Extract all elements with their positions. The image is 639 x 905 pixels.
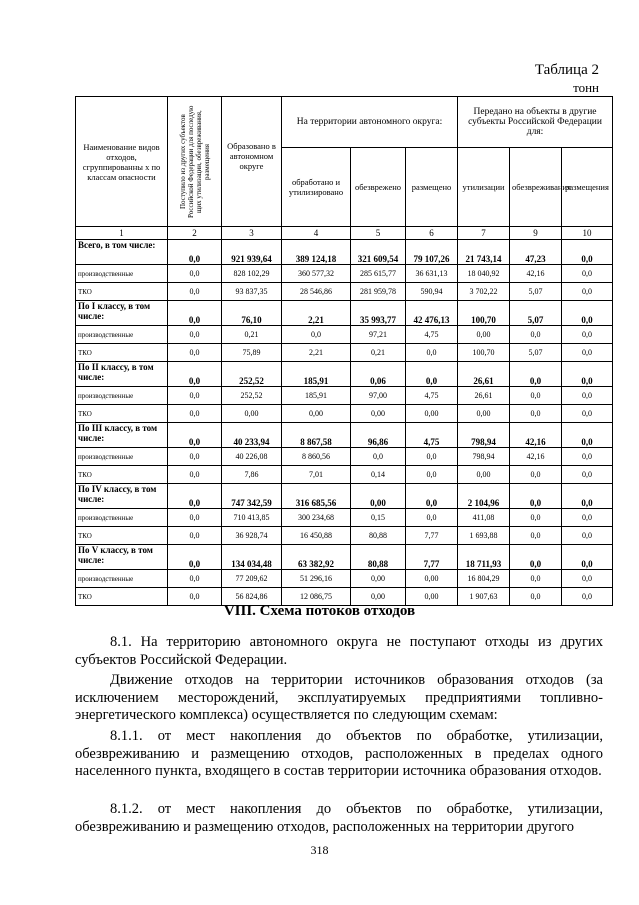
row-label: ТКО — [76, 588, 168, 606]
table-cell: 0,0 — [562, 588, 613, 606]
table-cell: 0,0 — [168, 466, 222, 484]
table-caption — [535, 62, 599, 96]
table-cell: 4,75 — [406, 326, 458, 344]
table-cell: 0,0 — [510, 509, 562, 527]
table-cell: 710 413,85 — [222, 509, 282, 527]
table-cell: 0,0 — [562, 344, 613, 362]
table-cell: 134 034,48 — [222, 545, 282, 570]
table-cell: 16 804,29 — [458, 570, 510, 588]
table-cell: 285 615,77 — [351, 265, 406, 283]
row-label: производственные — [76, 387, 168, 405]
paragraph-8-1-1: 8.1.1. от мест накопления до объектов по обработке, утилизации, обезвреживанию и размещению отходов, расположенных в пределах одного населенного пункта, входящего в состав территории источника образования отходов. — [75, 728, 603, 779]
table-cell: 79 107,26 — [406, 240, 458, 265]
table-cell: 0,0 — [168, 509, 222, 527]
table-cell: 0,0 — [562, 240, 613, 265]
row-label: По II классу, в том числе: — [76, 362, 168, 387]
table-row — [76, 405, 613, 423]
table-cell: 40 233,94 — [222, 423, 282, 448]
header-received — [168, 97, 222, 227]
table-cell: 97,00 — [351, 387, 406, 405]
table-cell: 56 824,86 — [222, 588, 282, 606]
table-row — [76, 466, 613, 484]
table-cell: 0,0 — [168, 423, 222, 448]
table-cell: 0,0 — [168, 545, 222, 570]
table-cell: 0,0 — [168, 448, 222, 466]
table-cell: 281 959,78 — [351, 283, 406, 301]
row-label: По V классу, в том числе: — [76, 545, 168, 570]
column-number: 7 — [458, 227, 510, 240]
column-number: 1 — [76, 227, 168, 240]
table-row — [76, 527, 613, 545]
class-total-row — [76, 301, 613, 326]
header-territory: На территории автономного округа: — [282, 97, 458, 148]
table-cell: 0,0 — [562, 405, 613, 423]
table-cell: 42,16 — [510, 423, 562, 448]
row-label: ТКО — [76, 344, 168, 362]
column-number: 6 — [406, 227, 458, 240]
column-number: 2 — [168, 227, 222, 240]
table-cell: 16 450,88 — [282, 527, 351, 545]
table-cell: 12 086,75 — [282, 588, 351, 606]
row-label: производственные — [76, 448, 168, 466]
header-received-text: Поступило из других субъектов Российской Федерации для последую щих утилизации, обезвреживания, размещения — [178, 105, 211, 218]
table-cell: 2 104,96 — [458, 484, 510, 509]
table-cell: 0,0 — [351, 448, 406, 466]
table-cell: 0,0 — [562, 570, 613, 588]
table-cell: 828 102,29 — [222, 265, 282, 283]
table-cell: 40 226,08 — [222, 448, 282, 466]
table-row — [76, 265, 613, 283]
table-cell: 42,16 — [510, 448, 562, 466]
header-place2: размещения — [562, 148, 613, 227]
section-heading: VIII. Схема потоков отходов — [223, 603, 416, 619]
table-cell: 8 867,58 — [282, 423, 351, 448]
table-cell: 0,0 — [562, 545, 613, 570]
table-cell: 0,0 — [510, 570, 562, 588]
paragraph-movement: Движение отходов на территории источников образования отходов (за исключением месторождений, эксплуатируемых предприятиями топливно-энергетического комплекса) осуществляется по следующим схемам: — [75, 672, 603, 723]
table-cell: 0,0 — [168, 326, 222, 344]
table-cell: 36 631,13 — [406, 265, 458, 283]
table-cell: 0,0 — [562, 484, 613, 509]
table-cell: 0,06 — [351, 362, 406, 387]
table-cell: 0,0 — [282, 326, 351, 344]
table-cell: 0,0 — [406, 509, 458, 527]
table-cell: 252,52 — [222, 362, 282, 387]
table-cell: 0,0 — [168, 344, 222, 362]
table-cell: 0,0 — [168, 265, 222, 283]
table-cell: 77 209,62 — [222, 570, 282, 588]
table-cell: 921 939,64 — [222, 240, 282, 265]
table-cell: 0,00 — [222, 405, 282, 423]
table-cell: 5,07 — [510, 344, 562, 362]
row-label: По III классу, в том числе: — [76, 423, 168, 448]
table-cell: 0,0 — [510, 387, 562, 405]
table-cell: 42,16 — [510, 265, 562, 283]
row-label: производственные — [76, 509, 168, 527]
table-cell: 4,75 — [406, 387, 458, 405]
table-cell: 0,0 — [510, 326, 562, 344]
table-row — [76, 283, 613, 301]
table-row — [76, 387, 613, 405]
header-neutr2: обезвреживания — [510, 148, 562, 227]
table-cell: 97,21 — [351, 326, 406, 344]
table-cell: 42 476,13 — [406, 301, 458, 326]
row-label: производственные — [76, 326, 168, 344]
column-number: 3 — [222, 227, 282, 240]
table-cell: 0,00 — [351, 484, 406, 509]
table-cell: 0,0 — [562, 423, 613, 448]
table-cell: 0,0 — [510, 588, 562, 606]
table-cell: 1 693,88 — [458, 527, 510, 545]
table-cell: 0,0 — [562, 326, 613, 344]
header-transferred: Передано на объекты в другие субъекты Российской Федерации для: — [458, 97, 613, 148]
column-number: 4 — [282, 227, 351, 240]
table-cell: 0,00 — [406, 570, 458, 588]
table-cell: 80,88 — [351, 545, 406, 570]
table-cell: 0,0 — [168, 362, 222, 387]
table-cell: 4,75 — [406, 423, 458, 448]
table-cell: 0,0 — [510, 527, 562, 545]
table-cell: 8 860,56 — [282, 448, 351, 466]
table-cell: 590,94 — [406, 283, 458, 301]
waste-flow-table — [75, 96, 613, 606]
table-cell: 0,00 — [458, 326, 510, 344]
table-cell: 0,00 — [351, 588, 406, 606]
table-cell: 316 685,56 — [282, 484, 351, 509]
table-cell: 0,00 — [351, 570, 406, 588]
table-cell: 47,23 — [510, 240, 562, 265]
table-cell: 63 382,92 — [282, 545, 351, 570]
column-number: 10 — [562, 227, 613, 240]
row-label: Всего, в том числе: — [76, 240, 168, 265]
column-numbers-row — [76, 227, 613, 240]
table-cell: 0,00 — [351, 405, 406, 423]
table-cell: 75,89 — [222, 344, 282, 362]
table-cell: 7,86 — [222, 466, 282, 484]
table-cell: 36 928,74 — [222, 527, 282, 545]
table-cell: 300 234,68 — [282, 509, 351, 527]
page-number: 318 — [310, 843, 329, 857]
table-cell: 2,21 — [282, 301, 351, 326]
table-cell: 26,61 — [458, 387, 510, 405]
table-cell: 76,10 — [222, 301, 282, 326]
table-cell: 0,15 — [351, 509, 406, 527]
table-cell: 798,94 — [458, 423, 510, 448]
table-cell: 0,0 — [562, 509, 613, 527]
table-cell: 185,91 — [282, 387, 351, 405]
table-cell: 0,00 — [406, 588, 458, 606]
table-cell: 360 577,32 — [282, 265, 351, 283]
table-row — [76, 344, 613, 362]
table-cell: 18 711,93 — [458, 545, 510, 570]
table-cell: 28 546,86 — [282, 283, 351, 301]
table-cell: 3 702,22 — [458, 283, 510, 301]
table-cell: 5,07 — [510, 301, 562, 326]
table-cell: 0,0 — [168, 527, 222, 545]
header-placed: размещено — [406, 148, 458, 227]
table-cell: 7,77 — [406, 527, 458, 545]
row-label: По IV классу, в том числе: — [76, 484, 168, 509]
table-row — [76, 570, 613, 588]
table-cell: 0,0 — [562, 362, 613, 387]
table-label: Таблица 2 — [534, 62, 599, 78]
table-cell: 0,00 — [458, 466, 510, 484]
table-cell: 0,0 — [168, 484, 222, 509]
row-label: ТКО — [76, 527, 168, 545]
table-cell: 93 837,35 — [222, 283, 282, 301]
table-cell: 0,0 — [562, 527, 613, 545]
table-cell: 0,0 — [168, 283, 222, 301]
row-label: ТКО — [76, 466, 168, 484]
table-unit: тонн — [573, 80, 599, 95]
table-cell: 0,00 — [282, 405, 351, 423]
table-cell: 100,70 — [458, 301, 510, 326]
table-cell: 0,0 — [168, 405, 222, 423]
table-cell: 0,0 — [168, 588, 222, 606]
table-cell: 0,0 — [562, 283, 613, 301]
header-neutralized: обезврежено — [351, 148, 406, 227]
table-cell: 35 993,77 — [351, 301, 406, 326]
table-cell: 0,00 — [406, 405, 458, 423]
table-cell: 0,0 — [562, 466, 613, 484]
table-row — [76, 509, 613, 527]
row-label: производственные — [76, 570, 168, 588]
table-cell: 18 040,92 — [458, 265, 510, 283]
paragraph-8-1: 8.1. На территорию автономного округа не поступают отходы из других субъектов Российской Федерации. — [75, 634, 603, 668]
row-label: ТКО — [76, 283, 168, 301]
column-number: 9 — [510, 227, 562, 240]
header-generated: Образовано в автономном округе — [222, 97, 282, 227]
class-total-row — [76, 240, 613, 265]
table-cell: 0,0 — [168, 387, 222, 405]
row-label: ТКО — [76, 405, 168, 423]
table-cell: 51 296,16 — [282, 570, 351, 588]
table-cell: 96,86 — [351, 423, 406, 448]
column-number: 5 — [351, 227, 406, 240]
table-cell: 0,0 — [510, 545, 562, 570]
table-cell: 321 609,54 — [351, 240, 406, 265]
table-cell: 411,08 — [458, 509, 510, 527]
table-body — [76, 227, 613, 606]
row-label: производственные — [76, 265, 168, 283]
table-cell: 252,52 — [222, 387, 282, 405]
table-cell: 0,0 — [562, 301, 613, 326]
class-total-row — [76, 484, 613, 509]
table-cell: 0,0 — [406, 484, 458, 509]
table-cell: 0,0 — [510, 466, 562, 484]
class-total-row — [76, 362, 613, 387]
table-cell: 798,94 — [458, 448, 510, 466]
table-cell: 0,14 — [351, 466, 406, 484]
table-cell: 26,61 — [458, 362, 510, 387]
class-total-row — [76, 545, 613, 570]
table-cell: 1 907,63 — [458, 588, 510, 606]
table-cell: 0,0 — [510, 484, 562, 509]
table-cell: 2,21 — [282, 344, 351, 362]
table-cell: 100,70 — [458, 344, 510, 362]
table-cell: 0,0 — [510, 362, 562, 387]
header-util: утилизации — [458, 148, 510, 227]
table-cell: 185,91 — [282, 362, 351, 387]
paragraph-8-1-2: 8.1.2. от мест накопления до объектов по обработке, утилизации, обезвреживанию и размещению отходов, расположенных на территории другого — [75, 801, 603, 835]
table-cell: 0,0 — [406, 466, 458, 484]
table-cell: 80,88 — [351, 527, 406, 545]
table-cell: 0,0 — [562, 448, 613, 466]
table-cell: 0,0 — [168, 301, 222, 326]
table-row — [76, 448, 613, 466]
table-cell: 747 342,59 — [222, 484, 282, 509]
table-cell: 0,0 — [406, 448, 458, 466]
table-cell: 0,00 — [458, 405, 510, 423]
table-cell: 0,0 — [406, 362, 458, 387]
table-cell: 0,0 — [510, 405, 562, 423]
table-cell: 0,0 — [168, 240, 222, 265]
table-cell: 0,0 — [168, 570, 222, 588]
class-total-row — [76, 423, 613, 448]
table-cell: 5,07 — [510, 283, 562, 301]
table-cell: 21 743,14 — [458, 240, 510, 265]
header-name: Наименование видов отходов, сгруппированны х по классам опасности — [76, 97, 168, 227]
table-cell: 0,21 — [222, 326, 282, 344]
table-cell: 0,0 — [406, 344, 458, 362]
table-cell: 0,0 — [562, 387, 613, 405]
table-cell: 7,77 — [406, 545, 458, 570]
header-processed: обработано и утилизировано — [282, 148, 351, 227]
table-cell: 7,01 — [282, 466, 351, 484]
table-cell: 389 124,18 — [282, 240, 351, 265]
table-row — [76, 326, 613, 344]
row-label: По I классу, в том числе: — [76, 301, 168, 326]
table-cell: 0,0 — [562, 265, 613, 283]
table-cell: 0,21 — [351, 344, 406, 362]
